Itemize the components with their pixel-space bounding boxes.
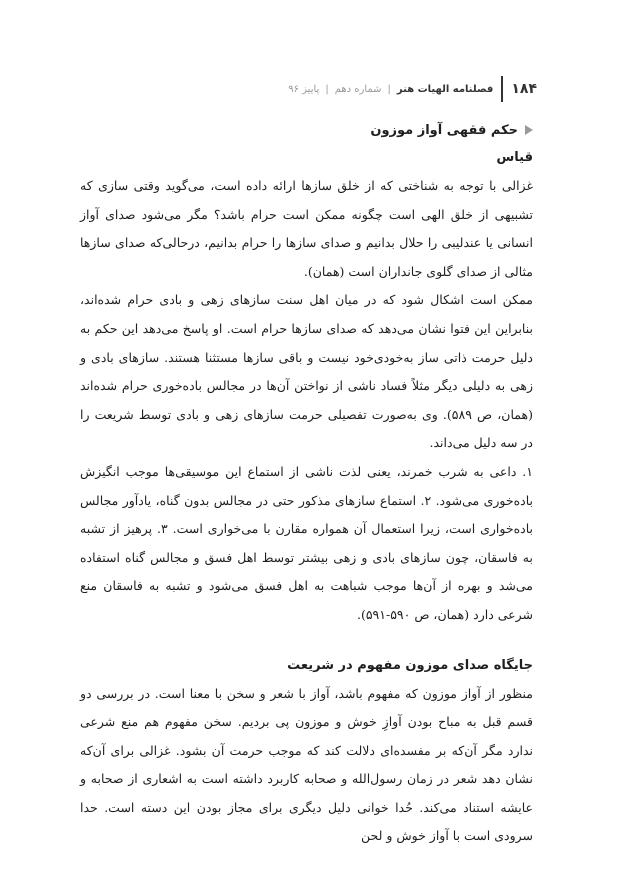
header-divider [501, 76, 503, 102]
paragraph: غزالی با توجه به شناختی که از خلق سازها ارائه داده است، می‌گوید وقتی سازی که تشبیهی از خلق الهی است چگونه ممکن است حرام باشد؟ مگر می‌شود صدای آواز انسانی یا عندلیبی را حلال بدانیم و صدای سازها را حرام بدانیم، درحالی‌که صدای سازها مثالی از صدای گلوی جانداران است (همان). [80, 178, 533, 279]
subsection-heading: قیاس [496, 150, 533, 165]
paragraph: ممکن است اشکال شود که در میان اهل سنت سازهای زهی و بادی حرام شده‌اند، بنابراین این فتوا نشان می‌دهد که صدای سازها حرام است. او پاسخ می‌دهد این حکم به دلیل حرمت ذاتی ساز به‌خودی‌خود نیست و باقی سازها مستثنا هستند. سازهای بادی و زهی به دلیلی دیگر مثلاً فساد ناشی از نواختن آن‌ها در مجالس باده‌خوری حرام شده‌اند (همان، ص ۵۸۹). وی به‌صورت تفصیلی حرمت سازهای زهی و بادی توسط شریعت را در سه دلیل می‌داند. [80, 292, 533, 451]
running-header [288, 76, 537, 102]
paragraph: منظور از آواز موزون که مفهوم باشد، آواز با شعر و سخن با معنا است. در بررسی دو قسم قبل به مباح بودن آوازِ خوش و موزون پی بردیم. سخن مفهوم هم منع شرعی ندارد مگر آن‌که بر مفسده‌ای دلالت کند که موجب حرمت آن بشود. غزالی برای آن‌که نشان دهد شعر در زمان رسول‌الله و صحابه کاربرد داشته است به اشعاری از صحابه و عایشه استناد می‌کند. حُدا خوانی دلیل دیگری برای مجاز بودن این دسته است. حدا سرودی است با آواز خوش و لحن [80, 685, 533, 844]
section-heading [80, 116, 533, 144]
issue-season: پاییز ۹۶ [288, 83, 320, 95]
issue-number: شماره دهم [334, 83, 382, 95]
section2-heading: جایگاه صدای موزون مفهوم در شریعت [287, 657, 533, 673]
page-number: ۱۸۴ [511, 81, 537, 97]
main-text [80, 114, 533, 851]
header-separator: | [387, 83, 391, 95]
paragraph: ۱. داعی به شرب خمرند، یعنی لذت ناشی از استماع این موسیقی‌ها موجب انگیزش باده‌خوری می‌شود. ۲. استماع سازهای مذکور حتی در مجالس بدون گناه، یادآور مجالس باده‌خواری است، زیرا استعمال آن همواره مقارن با می‌خواری است. ۳. پرهیز از تشبه به فاسقان، چون سازهای بادی و زهی بیشتر توسط اهل فسق و مجالس گناه استفاده می‌شد و بهره از آن‌ها موجب شباهت به اهل فسق می‌شود و تشبه به فاسقان منع شرعی دارد (همان، ص ۵۹۰-۵۹۱). [80, 463, 533, 622]
header-separator-2: | [325, 83, 329, 95]
triangle-bullet-icon [525, 125, 533, 135]
section-heading-text: حکم فقهی آواز موزون [370, 122, 518, 138]
journal-title: فصلنامه الهیات هنر [396, 83, 494, 95]
